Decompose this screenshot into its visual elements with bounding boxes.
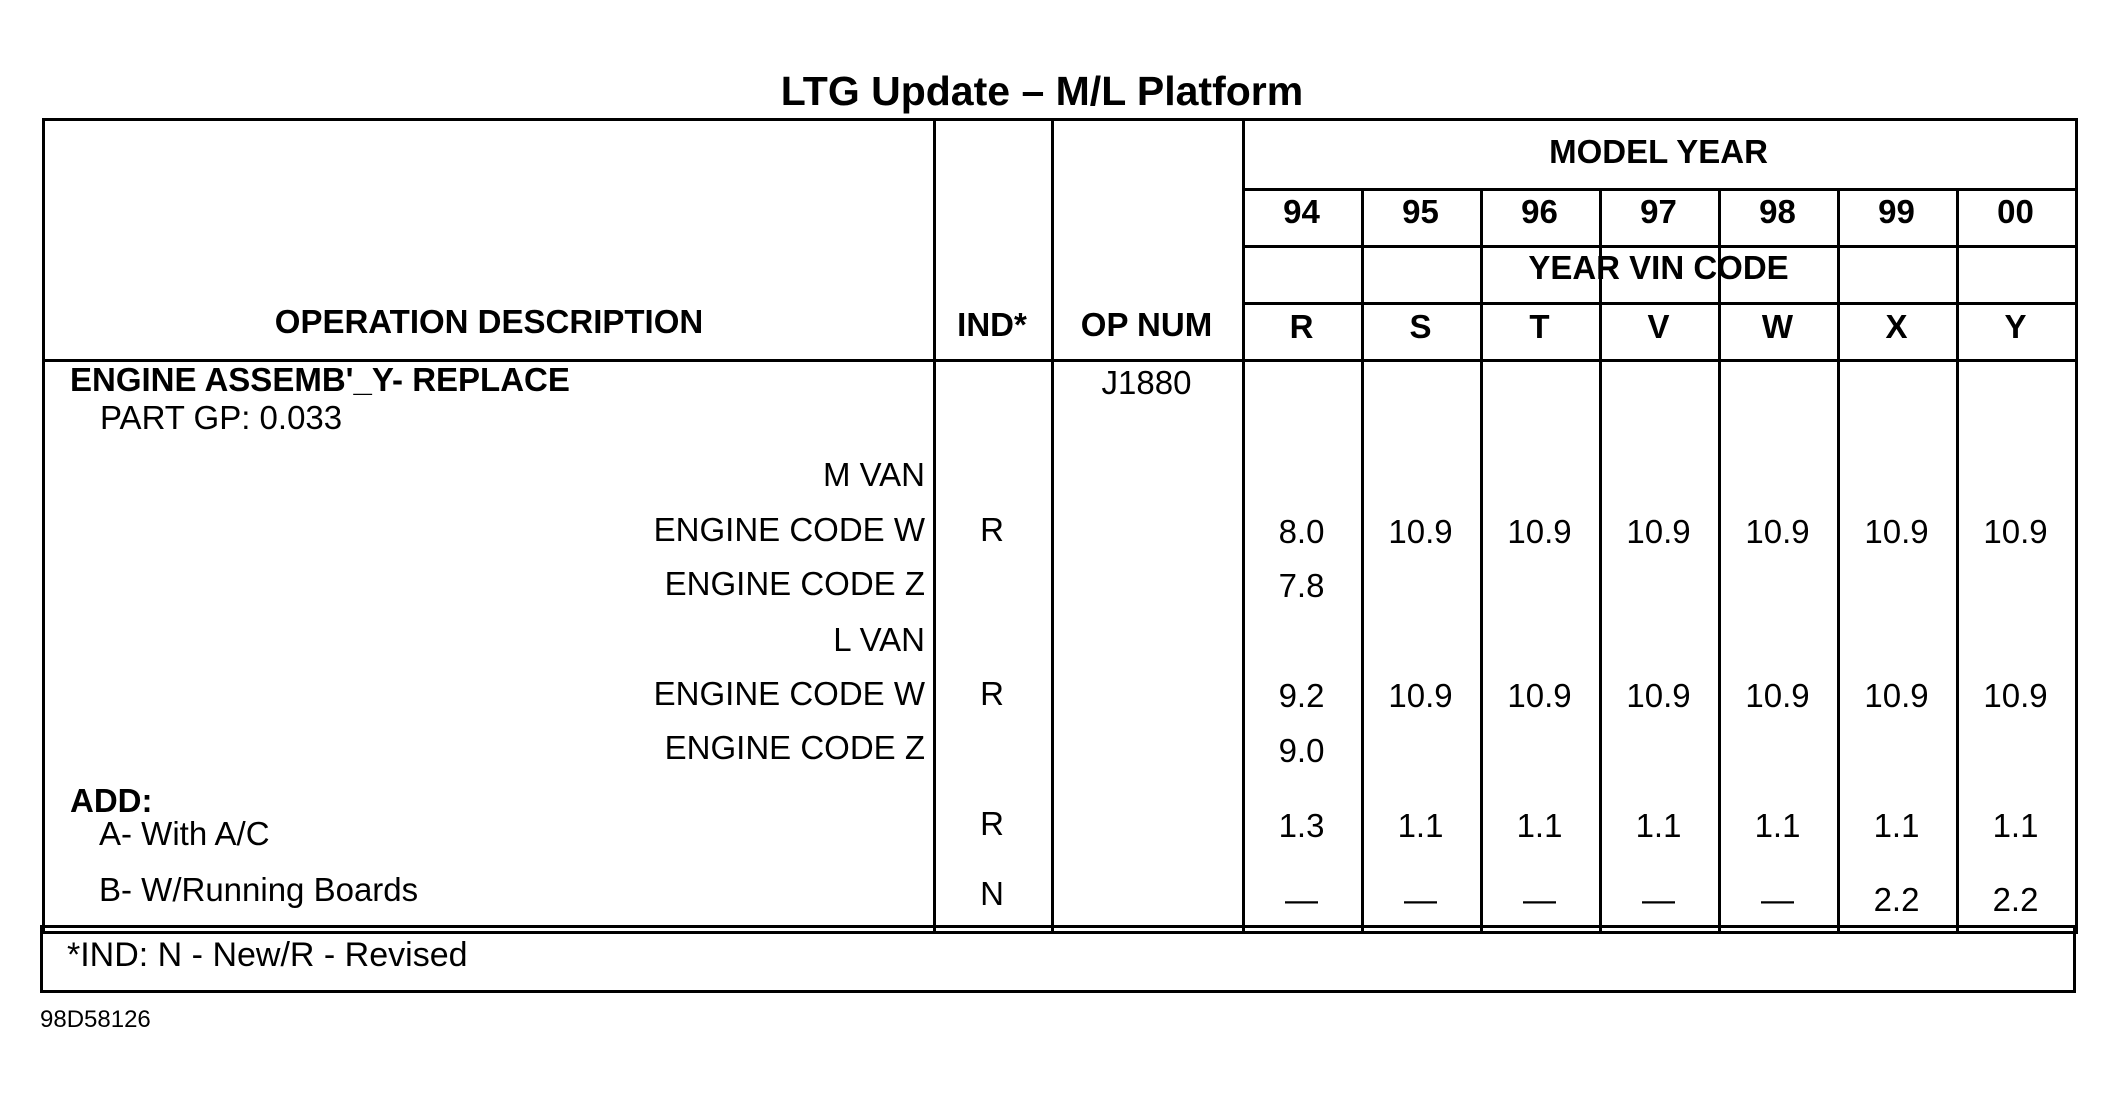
row-label: A- With A/C — [99, 815, 270, 852]
row-value: 10.9 — [1626, 677, 1691, 714]
row-value: 2.2 — [1992, 881, 2039, 918]
row-ind: R — [980, 675, 1004, 712]
vin-code-r: R — [1289, 308, 1314, 345]
vin-code-v: V — [1647, 308, 1670, 345]
op-num-header: OP NUM — [1080, 306, 1213, 343]
row-label: ENGINE CODE W — [653, 511, 925, 548]
row-label: ENGINE CODE Z — [664, 729, 925, 766]
divider — [1051, 121, 1054, 931]
m-van-label: M VAN — [822, 456, 925, 493]
row-value: 1.1 — [1754, 807, 1801, 844]
year-95: 95 — [1402, 193, 1439, 230]
row-value: — — [1761, 881, 1794, 918]
row-value: 10.9 — [1507, 513, 1572, 550]
row-value: 9.0 — [1278, 732, 1325, 769]
op-number: J1880 — [1101, 364, 1192, 401]
row-value: 10.9 — [1864, 513, 1929, 550]
row-value: 1.3 — [1278, 807, 1325, 844]
row-value: — — [1404, 881, 1437, 918]
row-value: 10.9 — [1745, 677, 1810, 714]
operation-title: ENGINE ASSEMB'_Y- REPLACE — [70, 361, 570, 398]
row-value: 10.9 — [1864, 677, 1929, 714]
divider — [1242, 302, 2075, 305]
row-value: — — [1523, 881, 1556, 918]
divider — [1242, 188, 2075, 191]
vin-code-w: W — [1761, 308, 1794, 345]
footnote: *IND: N - New/R - Revised — [67, 936, 468, 974]
year-94: 94 — [1283, 193, 1320, 230]
row-label: B- W/Running Boards — [99, 871, 419, 908]
row-value: 10.9 — [1983, 677, 2048, 714]
vin-code-s: S — [1409, 308, 1432, 345]
row-value: — — [1642, 881, 1675, 918]
year-97: 97 — [1640, 193, 1677, 230]
year-96: 96 — [1521, 193, 1558, 230]
row-value: 1.1 — [1516, 807, 1563, 844]
row-value: 10.9 — [1626, 513, 1691, 550]
row-value: 9.2 — [1278, 677, 1325, 714]
year-00: 00 — [1997, 193, 2034, 230]
footnote-box — [40, 925, 2076, 993]
row-value: 10.9 — [1507, 677, 1572, 714]
row-ind: R — [980, 511, 1004, 548]
operation-description-header: OPERATION DESCRIPTION — [274, 303, 704, 340]
year-vin-code-header: YEAR VIN CODE — [1528, 249, 1789, 286]
l-van-label: L VAN — [833, 621, 925, 658]
vin-code-t: T — [1529, 308, 1550, 345]
year-98: 98 — [1759, 193, 1796, 230]
add-label: ADD: — [70, 782, 153, 819]
page-title: LTG Update – M/L Platform — [780, 68, 1304, 114]
row-value: — — [1285, 881, 1318, 918]
row-value: 8.0 — [1278, 513, 1325, 550]
labor-time-table — [42, 118, 2078, 934]
row-value: 1.1 — [1635, 807, 1682, 844]
row-label: ENGINE CODE Z — [664, 565, 925, 602]
year-99: 99 — [1878, 193, 1915, 230]
row-value: 1.1 — [1397, 807, 1444, 844]
row-label: ENGINE CODE W — [653, 675, 925, 712]
vin-code-x: X — [1885, 308, 1908, 345]
row-ind: R — [980, 805, 1004, 842]
model-year-header: MODEL YEAR — [1549, 133, 1768, 170]
part-group: PART GP: 0.033 — [100, 399, 343, 436]
row-value: 10.9 — [1388, 677, 1453, 714]
ind-header: IND* — [957, 306, 1027, 343]
row-value: 7.8 — [1278, 567, 1325, 604]
vin-code-y: Y — [2004, 308, 2027, 345]
row-value: 2.2 — [1873, 881, 1920, 918]
row-value: 10.9 — [1388, 513, 1453, 550]
row-value: 1.1 — [1992, 807, 2039, 844]
row-ind: N — [980, 875, 1004, 912]
figure-id: 98D58126 — [40, 1006, 151, 1033]
row-value: 10.9 — [1983, 513, 2048, 550]
divider — [1242, 245, 2075, 248]
row-value: 10.9 — [1745, 513, 1810, 550]
row-value: 1.1 — [1873, 807, 1920, 844]
